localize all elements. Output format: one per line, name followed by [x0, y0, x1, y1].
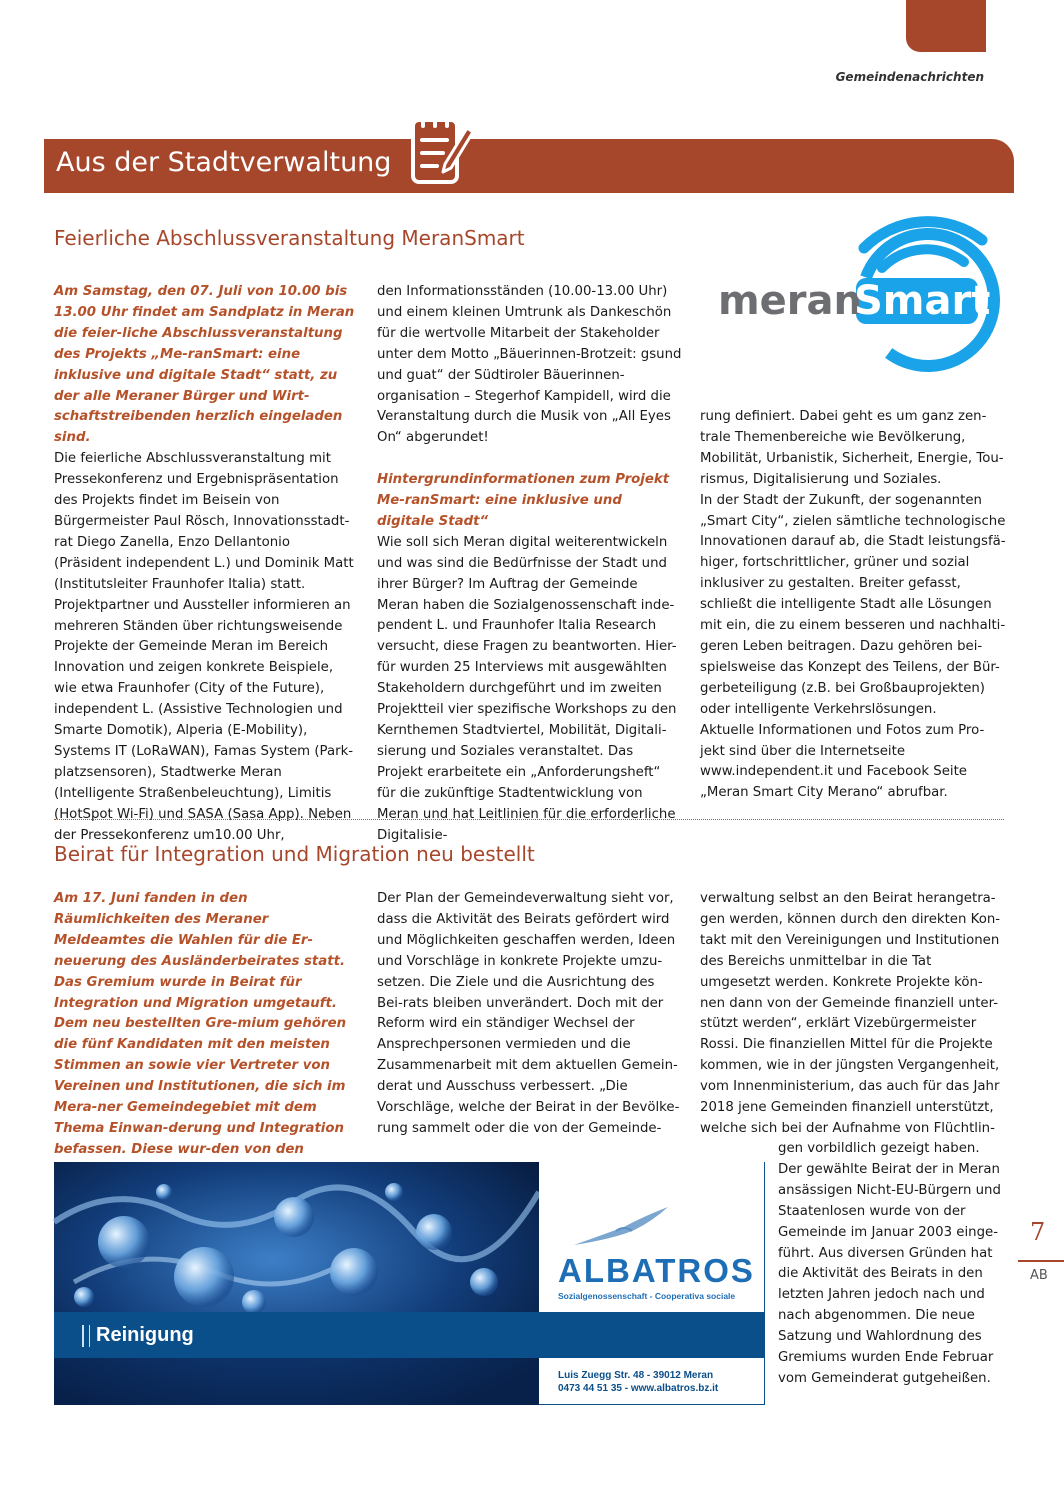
corner-tab — [906, 0, 986, 52]
page-number: 7 — [1030, 1218, 1046, 1246]
page-code: AB — [1030, 1268, 1048, 1283]
article2-col3-top: verwaltung selbst an den Beirat herangetra-gen werden, können durch den direkten Kon-takt mit den Vereinigungen und Institutionen des Bereichs unmittelbar in die Tat umgesetzt werden. Konkrete Projekte kön-nen dann von der Gemeinde finanziell unter-stützt werden“, erklärt Vizebürgermeister Rossi. Die finanziellen Mittel für die Projekte kommen, wie in der jüngsten Vergangenheit, vom Innenministerium, das auch für das Jahr 2018 jene Gemeinden finanziell unterstützt, welche sich bei der Aufnahme von Flüchtlin- — [700, 891, 1001, 1136]
water-splash-image — [54, 1162, 539, 1405]
albatros-bird-icon — [572, 1205, 672, 1255]
article2-lead: Am 17. Juni fanden in den Räumlichkeiten des Meraner Meldeamtes die Wahlen für die Er-neuerung des Ausländerbeirates statt. Das Gremium wurde in Beirat für Integration und Migration umgetauft. Dem neu bestellten Gre-mium gehören die fünf Kandidaten mit den meisten Stimmen an sowie vier Vertreter von Vereinen und Institutionen, die sich im Mera-ner Gemeindegebiet mit dem Thema Einwan-derung und Integration befassen. Diese wur-den von den — [54, 891, 347, 1157]
article1-column-2 — [377, 282, 683, 843]
article2-column-2 — [377, 889, 683, 1149]
article1-col3-p3: Aktuelle Informationen und Fotos zum Pro-jekt sind über die Internetseite www.independent.it und Facebook Seite „Meran Smart City Merano“ abrufbar. — [700, 722, 985, 801]
albatros-brand: ALBATROS — [558, 1252, 755, 1289]
article1-subhead: Hintergrundinformationen zum Projekt Me-ranSmart: eine inklusive und digitale Stadt“ — [377, 472, 670, 529]
notepad-icon — [405, 106, 477, 190]
section-banner — [44, 139, 1014, 193]
albatros-phone-web: 0473 44 51 35 - www.albatros.bz.it — [558, 1383, 719, 1394]
article1-col3-p2: In der Stadt der Zukunft, der sogenannten „Smart City“, zielen sämtliche technologische Innovationen darauf ab, die Stadt leistungsfä-higer, fortschrittlicher, grüner und sozial inklusiver zu gestalten. Breiter gefasst, schließt die intelligente Stadt alle Lösungen mit ein, die zu einem besseren und nachhalti-geren Leben beitragen. Dazu gehören bei-spielsweise das Konzept des Teilens, der Bür-gerbeteiligung (z.B. bei Großbauprojekten) oder intelligente Verkehrslösungen. — [700, 492, 1006, 717]
logo-word-smart: Smart — [854, 278, 991, 324]
article1-lead: Am Samstag, den 07. Juli von 10.00 bis 13.00 Uhr findet am Sandplatz in Meran die feier-liche Abschlussveranstaltung des Projekts „Me-ranSmart: eine inklusive und digitale Stadt“ statt, zu der alle Meraner Bürger und Wirt-schaftstreibenden herzlich eingeladen sind. — [54, 284, 355, 446]
meransmart-logo — [714, 222, 1006, 390]
article-divider — [54, 819, 1004, 820]
albatros-address: Luis Zuegg Str. 48 - 39012 Meran — [558, 1370, 714, 1381]
logo-word-meran: meran — [718, 278, 863, 324]
article1-column-3 — [700, 407, 1006, 807]
albatros-subtitle: Sozialgenossenschaft - Cooperativa sociale — [558, 1291, 736, 1301]
article1-col1-body: Die feierliche Abschlussveranstaltung mit Pressekonferenz und Ergebnispräsentation des Projekts findet im Beisein von Bürgermeister Paul Rösch, Innovationsstadt-rat Diego Zanella, Enzo Dellantonio (Präsident independent L.) und Dominik Matt (Institutsleiter Fraunhofer Italia) statt. Projektpartner und Aussteller informieren an mehreren Ständen über richtungsweisende Projekte der Gemeinde Meran im Bereich Innovation und zeigen konkrete Beispiele, wie etwa Fraunhofer (City of the Future), independent L. (Assistive Technologien und Smarte Domotik), Alperia (E-Mobility), Systems IT (LoRaWAN), Famas System (Park-platzsensoren), Stadtwerke Meran (Intelligente Straßenbeleuchtung), Limitis (HotSpot Wi-Fi) und SASA (Sasa App). Neben der Pressekonferenz um10.00 Uhr, — [54, 451, 354, 843]
albatros-contact — [558, 1369, 718, 1395]
article1-col2-body: den Informationsständen (10.00-13.00 Uhr) und einem kleinen Umtrunk als Dankeschön für die wertvolle Mitarbeit der Stakeholder unter dem Motto „Bäuerinnen-Brotzeit: gsund und guat“ der Südtiroler Bäuerinnen-organisation – Stegerhof Kampidell, wird die Veranstaltung durch die Musik von „All Eyes On“ abgerundet! — [377, 284, 682, 446]
article1-col3-p1: rung definiert. Dabei geht es um ganz zen-trale Themenbereiche wie Bevölkerung, Mobilität, Urbanistik, Sicherheit, Energie, Tou-rismus, Digitalisierung und Soziales. — [700, 409, 1004, 487]
article2-col3-bottom: gen vorbildlich gezeigt haben. Der gewählte Beirat der in Meran ansässigen Nicht-EU-Bürgern und Staatenlosen wurde von der Gemeinde im Januar 2003 einge-führt. Aus diversen Gründen hat die Aktivität des Beirats in den letzten Jahren jedoch nach und nach abgenommen. Die neue Satzung und Wahlordnung des Gremiums wurden Ende Februar vom Gemeinderat gutgeheißen. — [778, 1141, 1001, 1386]
article2-column-3-bottom — [778, 1139, 1006, 1389]
article2-title: Beirat für Integration und Migration neu bestellt — [54, 842, 535, 866]
section-label: Gemeindenachrichten — [835, 70, 984, 84]
article1-col2-body2: Wie soll sich Meran digital weiterentwickeln und was sind die Bedürfnisse der Stadt und ihrer Bürger? Im Auftrag der Gemeinde Meran haben die Sozialgenossenschaft inde-pendent L. und Fraunhofer Italia Research versucht, diese Fragen zu beantworten. Hier-für wurden 25 Interviews mit ausgewählten Stakeholdern durchgeführt und im zweiten Projektteil vier spezifische Workshops zu den Kernthemen Stadtviertel, Mobilität, Digitali-sierung und Soziales veranstaltet. Das Projekt erarbeitete ein „Anforderungsheft“ für die zukünftige Stadtentwicklung von Meran und hat Leitlinien für die erforderliche Digitalisie- — [377, 534, 677, 843]
ad-band-text: Reinigung — [96, 1324, 194, 1346]
article2-col2-body: Der Plan der Gemeindeverwaltung sieht vor, dass die Aktivität des Beirats gefördert wird und Möglichkeiten geschaffen werden, Ideen und Vorschläge in konkrete Projekte umzu-setzen. Die Ziele und die Ausrichtung des Bei-rats bleiben unverändert. Doch mit der Reform wird ein ständiger Wechsel der Ansprechpersonen vermieden und die Zusammenarbeit mit dem aktuellen Gemein-derat und Ausschuss verbessert. „Die Vorschläge, welche der Beirat in der Bevölke-rung sammelt oder die von der Gemeinde- — [377, 891, 680, 1136]
banner-title: Aus der Stadtverwaltung — [56, 147, 392, 178]
article1-column-1 — [54, 282, 359, 843]
article2-column-1 — [54, 889, 359, 1157]
reinigung-mark-icon — [82, 1325, 90, 1347]
article1-title: Feierliche Abschlussveranstaltung MeranSmart — [54, 226, 525, 250]
page-number-rule — [1018, 1260, 1064, 1262]
article2-column-3-top — [700, 889, 1006, 1141]
